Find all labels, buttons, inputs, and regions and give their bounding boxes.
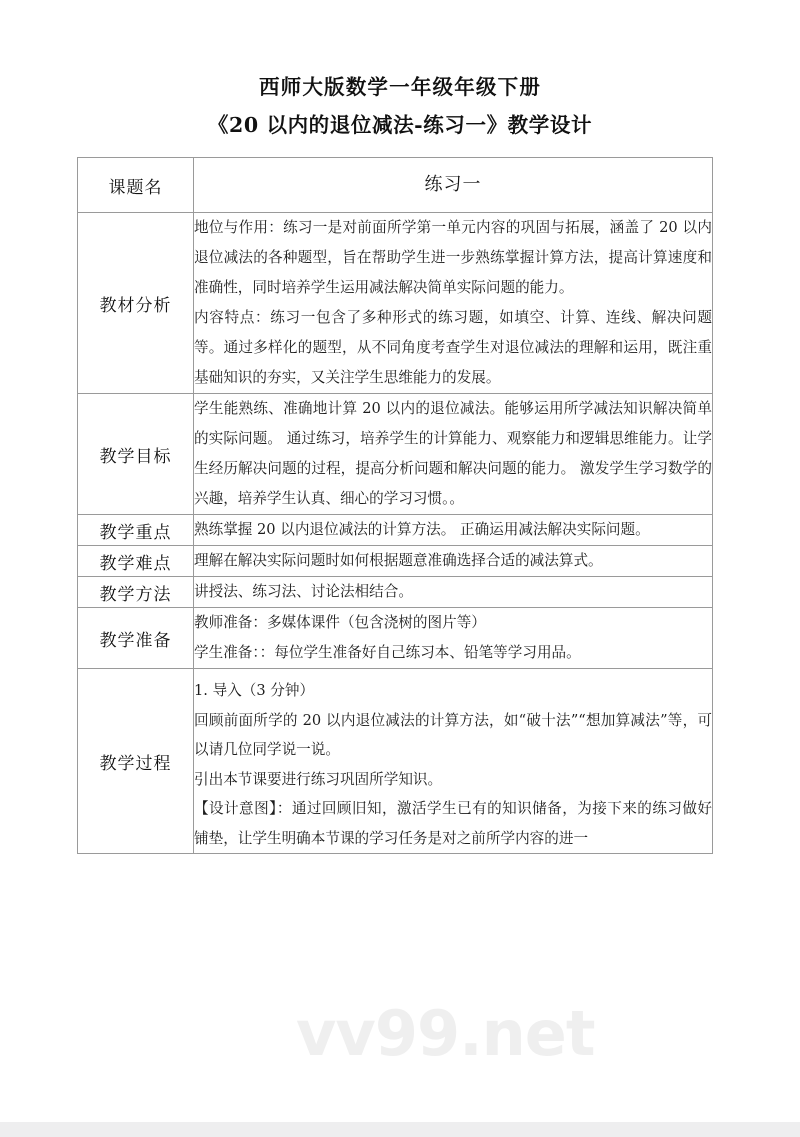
material-analysis-para-1: 地位与作用：练习一是对前面所学第一单元内容的巩固与拓展，涵盖了 20 以内退位减法的各种题型，旨在帮助学生进一步熟练掌握计算方法，提高计算速度和准确性，同时培养学生运用减法解决简单实际问题的能力。: [194, 219, 712, 296]
table-row-key-point: [78, 515, 713, 546]
row-content-objectives: [194, 394, 713, 515]
row-content-process: [194, 669, 713, 854]
row-content-difficulty: [194, 546, 713, 577]
row-label-subject: 课题名: [78, 158, 194, 213]
row-label-methods: 教学方法: [78, 577, 194, 608]
table-row-objectives: [78, 394, 713, 515]
subject-name-value: 练习一: [424, 174, 482, 195]
row-label-objectives: 教学目标: [78, 394, 194, 515]
preparation-para-1: 教师准备：多媒体课件（包含浇树的图片等）: [194, 614, 486, 631]
process-clip: [194, 676, 712, 853]
objectives-para-1: 学生能熟练、准确地计算 20 以内的退位减法。能够运用所学减法知识解决简单的实际问题。 通过练习，培养学生的计算能力、观察能力和逻辑思维能力。让学生经历解决问题的过程，提高分析问题和解决问题的能力。 激发学生学习数学的兴趣，培养学生认真、细心的学习习惯。。: [194, 400, 712, 507]
table-row-methods: [78, 577, 713, 608]
material-analysis-para-2: 内容特点：练习一包含了多种形式的练习题，如填空、计算、连线、解决问题等。通过多样化的题型，从不同角度考查学生对退位减法的理解和运用，既注重基础知识的夯实，又关注学生思维能力的发展。: [194, 309, 712, 386]
title-line-1: 西师大版数学一年级年级下册: [258, 75, 542, 99]
process-para-4: 【设计意图】：通过回顾旧知，激活学生已有的知识储备，为接下来的练习做好铺垫，让学生明确本节课的学习任务是对之前所学内容的进一: [194, 800, 712, 847]
document-title-block: [0, 72, 800, 142]
row-content-key-point: [194, 515, 713, 546]
table-row-subject: [78, 158, 713, 213]
lesson-plan-table-body: [78, 158, 713, 854]
methods-para-1: 讲授法、练习法、讨论法相结合。: [194, 583, 413, 600]
row-label-process: 教学过程: [78, 669, 194, 854]
table-row-difficulty: [78, 546, 713, 577]
watermark: vv99.net: [296, 997, 595, 1070]
row-content-subject: [194, 158, 713, 213]
key-point-para-1: 熟练掌握 20 以内退位减法的计算方法。 正确运用减法解决实际问题。: [194, 521, 650, 538]
table-row-preparation: [78, 608, 713, 669]
row-content-methods: [194, 577, 713, 608]
row-content-preparation: [194, 608, 713, 669]
table-row-material-analysis: [78, 213, 713, 394]
row-label-difficulty: 教学难点: [78, 546, 194, 577]
lesson-plan-table: [77, 157, 713, 854]
difficulty-para-1: 理解在解决实际问题时如何根据题意准确选择合适的减法算式。: [194, 552, 603, 569]
row-content-material-analysis: [194, 213, 713, 394]
process-para-1: 1. 导入（3 分钟）: [194, 682, 315, 699]
row-label-material-analysis: 教材分析: [78, 213, 194, 394]
table-row-process: [78, 669, 713, 854]
preparation-para-2: 学生准备：：每位学生准备好自己练习本、铅笔等学习用品。: [194, 644, 581, 661]
process-para-3: 引出本节课要进行练习巩固所学知识。: [194, 770, 443, 788]
row-label-key-point: 教学重点: [78, 515, 194, 546]
row-label-preparation: 教学准备: [78, 608, 194, 669]
process-para-2: 回顾前面所学的 20 以内退位减法的计算方法，如“破十法”“想加算减法”等，可以请几位同学说一说。: [194, 711, 712, 758]
page-bottom-strip: [0, 1122, 800, 1137]
title-line-2: 《20 以内的退位减法-练习一》教学设计: [207, 113, 593, 137]
